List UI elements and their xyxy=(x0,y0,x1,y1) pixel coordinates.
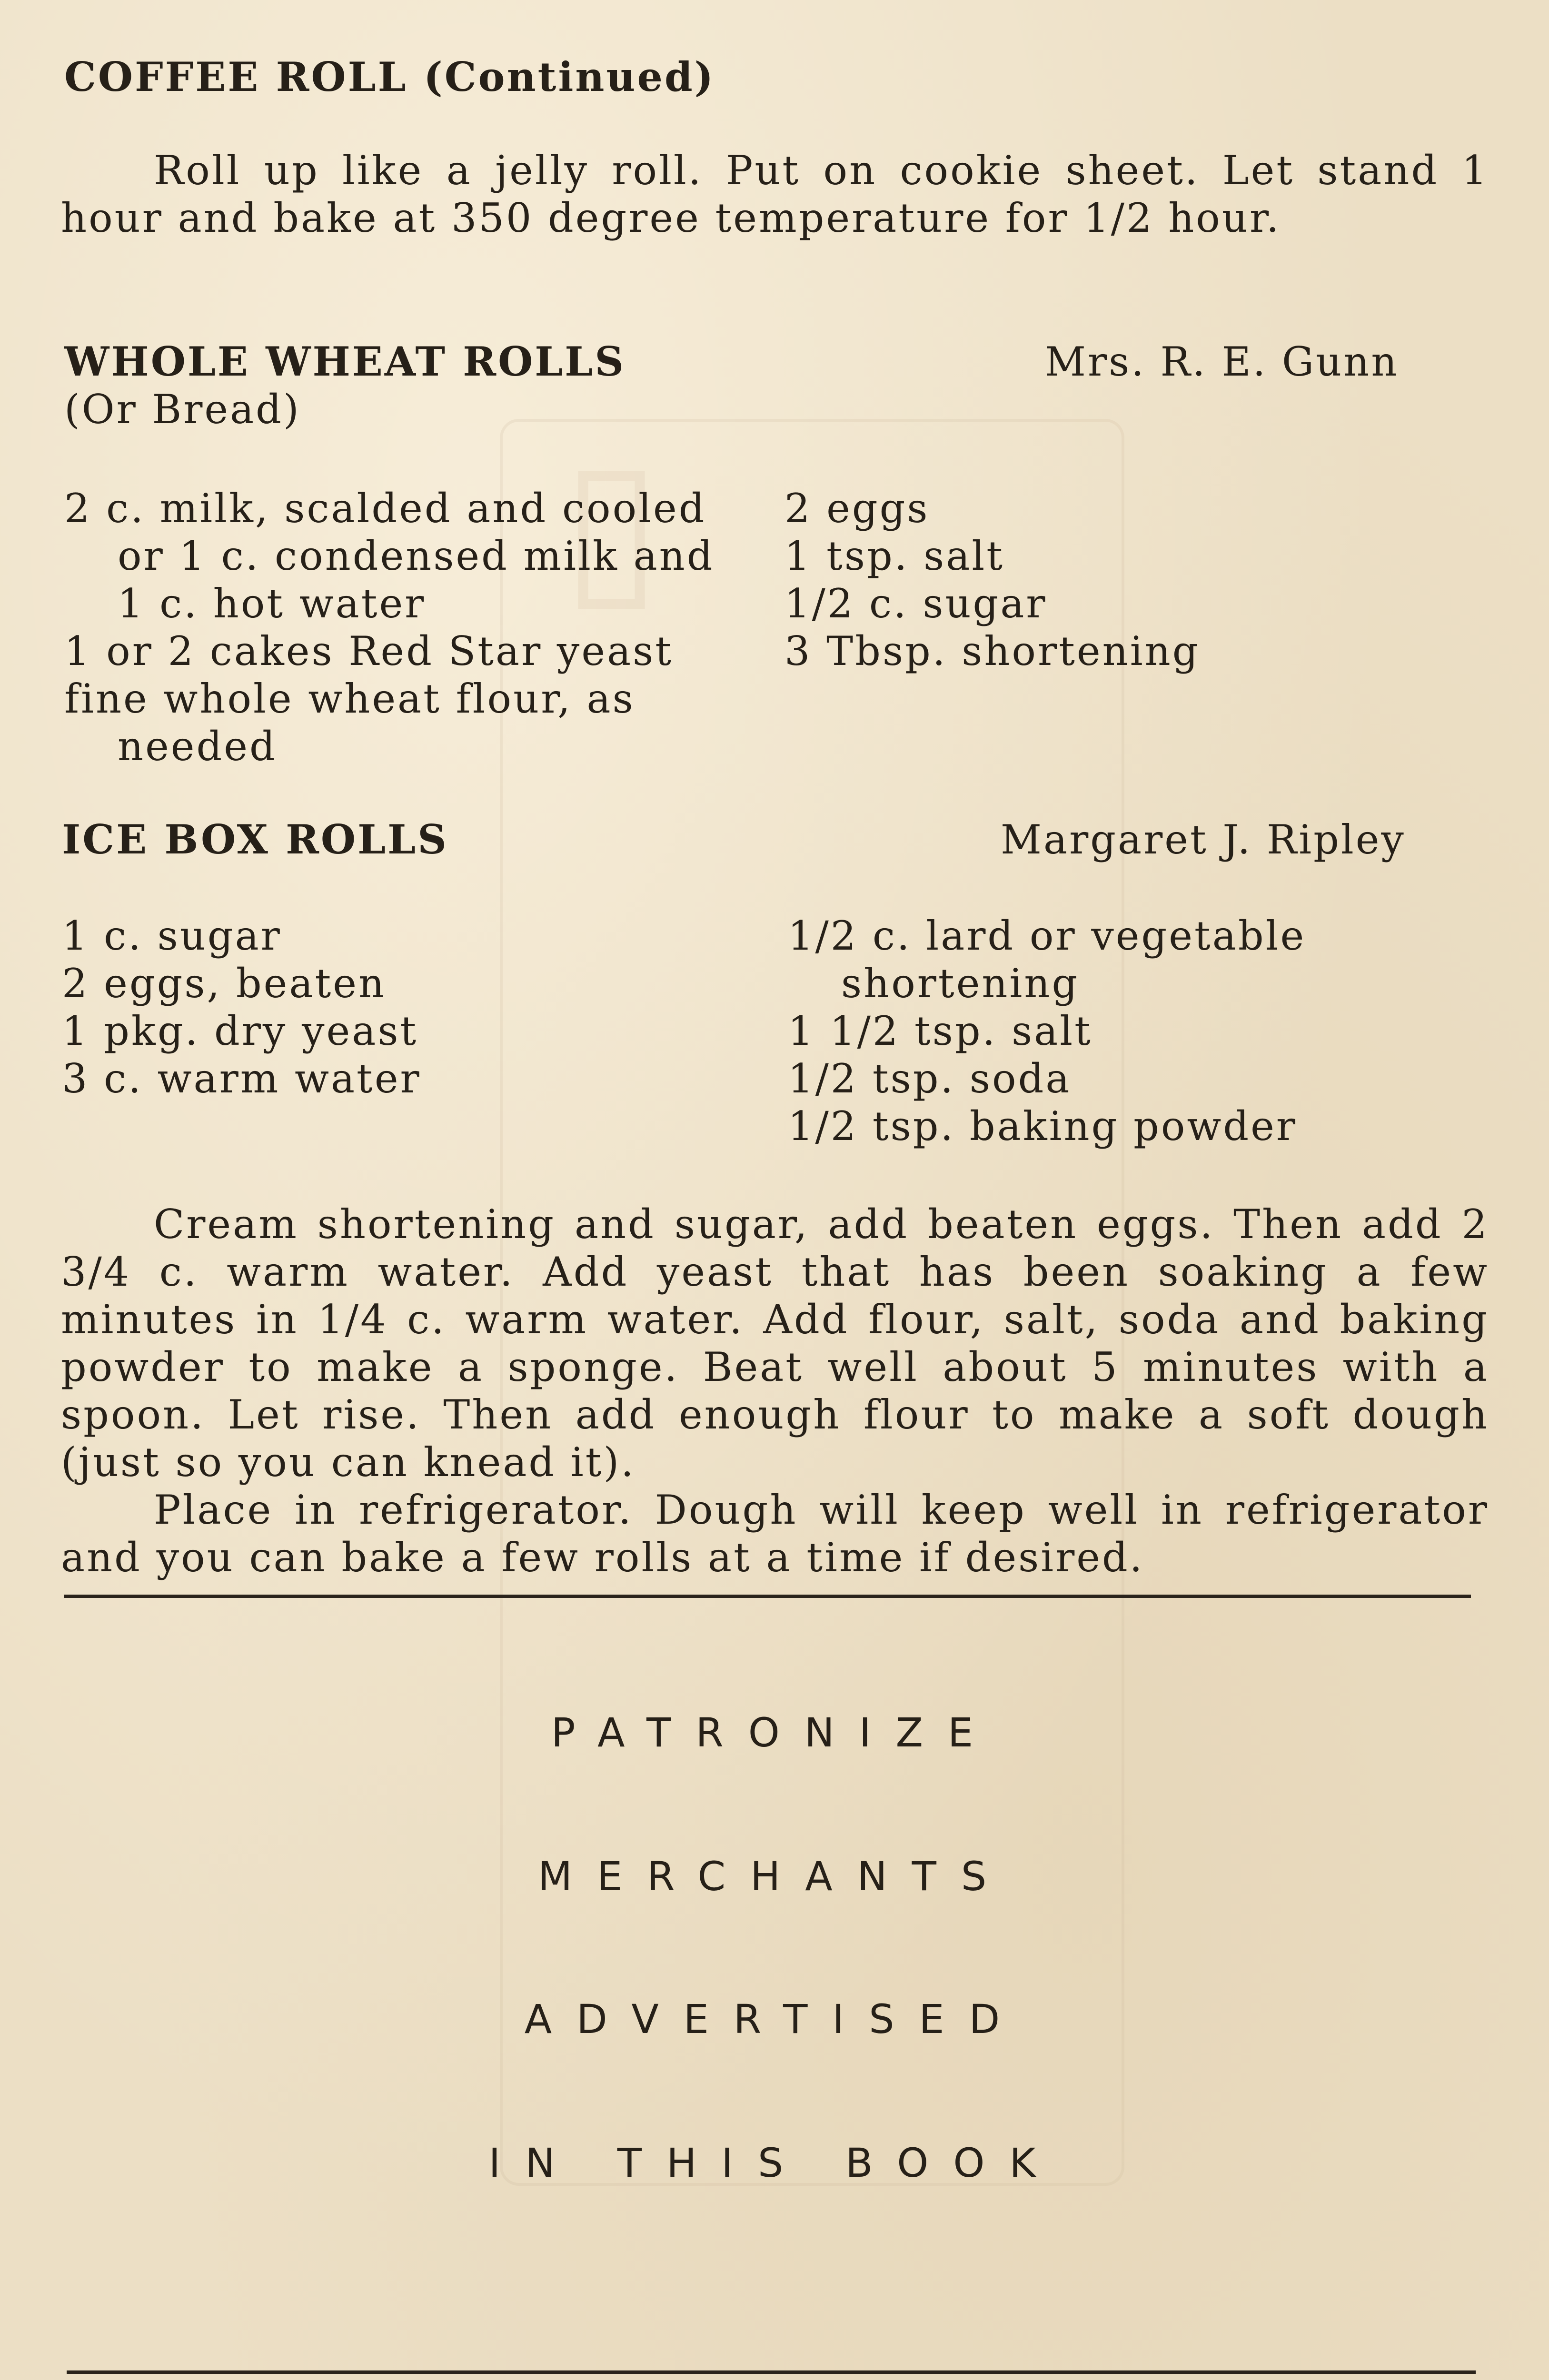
whole-wheat-ingredients-left xyxy=(64,485,755,770)
ice-box-instructions-2: Place in refrigerator. Dough will keep well in refrigerator and you can bake a few rolls at a time if desired. xyxy=(61,1487,1489,1581)
ingredient-salt: 1 1/2 tsp. salt xyxy=(788,1008,1092,1054)
ingredient-sugar: 1 c. sugar xyxy=(62,912,282,959)
ice-box-ingredients-right xyxy=(788,912,1426,1150)
footer-divider xyxy=(67,2370,1476,2374)
ingredient-water: 3 c. warm water xyxy=(62,1055,421,1102)
ice-box-instructions-1: Cream shortening and sugar, add beaten eggs. Then add 2 3/4 c. warm water. Add yeast that has been soaking a few minutes in 1/4 c. warm water. Add flour, salt, soda and baking powder to make a sponge. Beat well about 5 minutes with a spoon. Let rise. Then add enough flour to make a soft dough (just so you can knead it). xyxy=(61,1201,1489,1486)
ingredient-yeast: 1 or 2 cakes Red Star yeast xyxy=(64,628,674,674)
notice-line-merchants: MERCHANTS xyxy=(537,1853,1012,1900)
recipe-subtitle-or-bread: (Or Bread) xyxy=(64,386,301,433)
ingredient-shortening: 3 Tbsp. shortening xyxy=(784,628,1200,674)
ingredient-flour: fine whole wheat flour, as needed xyxy=(64,675,635,770)
notice-line-in-this-book: IN THIS BOOK xyxy=(488,2140,1061,2186)
recipe-author-ripley: Margaret J. Ripley xyxy=(1001,816,1406,863)
section-divider xyxy=(64,1595,1471,1598)
coffee-roll-instructions: Roll up like a jelly roll. Put on cookie sheet. Let stand 1 hour and bake at 350 degree temperature for 1/2 hour. xyxy=(61,147,1489,241)
background-watermark-text: ▯ xyxy=(562,419,666,630)
recipe-title-coffee-roll: COFFEE ROLL (Continued) xyxy=(64,53,715,100)
ingredient-eggs: 2 eggs, beaten xyxy=(62,960,387,1007)
notice-line-advertised: ADVERTISED xyxy=(524,1996,1025,2043)
ingredient-baking-powder: 1/2 tsp. baking powder xyxy=(788,1103,1297,1150)
whole-wheat-ingredients-right xyxy=(784,485,1451,675)
ingredient-eggs: 2 eggs xyxy=(784,485,930,532)
ice-box-ingredients-left xyxy=(62,912,752,1102)
ingredient-yeast: 1 pkg. dry yeast xyxy=(62,1008,418,1054)
ingredient-lard: 1/2 c. lard or vegetable shortening xyxy=(788,912,1306,1007)
recipe-title-whole-wheat-rolls: WHOLE WHEAT ROLLS xyxy=(64,338,626,385)
recipe-title-ice-box-rolls: ICE BOX ROLLS xyxy=(62,816,448,863)
ingredient-soda: 1/2 tsp. soda xyxy=(788,1055,1072,1102)
ingredient-salt: 1 tsp. salt xyxy=(784,533,1004,579)
recipe-author-gunn: Mrs. R. E. Gunn xyxy=(1045,338,1399,385)
ingredient-sugar: 1/2 c. sugar xyxy=(784,580,1047,627)
ingredient-milk: 2 c. milk, scalded and cooled or 1 c. condensed milk and 1 c. hot water xyxy=(64,485,715,627)
notice-line-patronize: PATRONIZE xyxy=(551,1709,998,1756)
